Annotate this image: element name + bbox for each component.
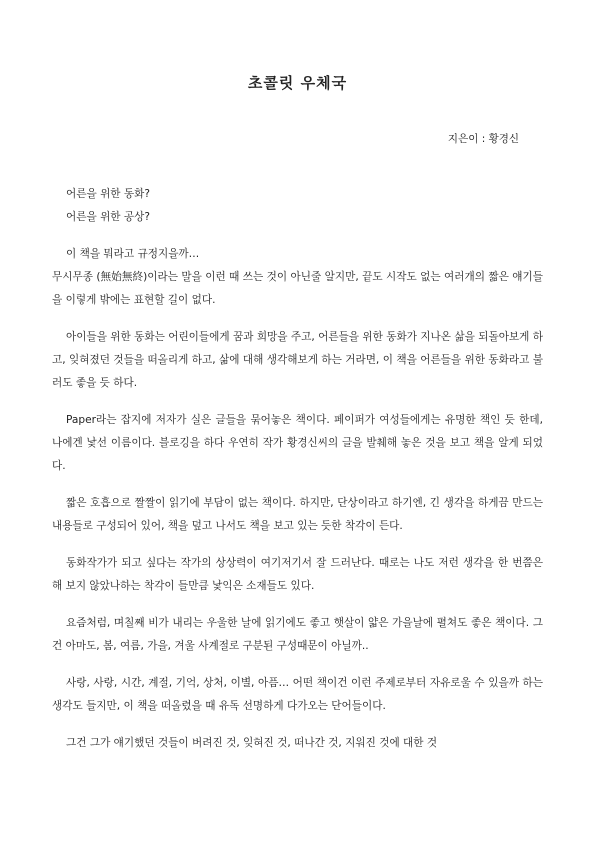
paragraph: 사랑, 사랑, 시간, 계절, 기억, 상처, 이별, 아픔… 어떤 책이건 이런 주제로부터 자유로울 수 있을까 하는 생각도 들지만, 이 책을 떠올렸을 때 유독 선명하게 다가오는 단어들이다.: [52, 677, 543, 712]
author-line: 지은이 : 황경신: [447, 133, 519, 145]
document-body: [52, 183, 543, 755]
intro-block: [52, 183, 543, 229]
document-title: 초콜릿 우체국: [247, 74, 348, 92]
paragraph: 짧은 호흡으로 짤짤이 읽기에 부담이 없는 책이다. 하지만, 단상이라고 하기엔, 긴 생각을 하게끔 만드는 내용들로 구성되어 있어, 책을 덮고 나서도 책을 보고 있는 듯한 착각이 든다.: [52, 497, 543, 532]
intro-line: 어른을 위한 공상?: [66, 211, 150, 223]
paragraph: 동화작가가 되고 싶다는 작가의 상상력이 여기저기서 잘 드러난다. 때로는 나도 저런 생각을 한 번쯤은 해 보지 않았나하는 착각이 들만큼 낯익은 소재들도 있다.: [52, 557, 543, 592]
intro-line: 어른을 위한 동화?: [66, 188, 150, 200]
paragraph: 그건 그가 얘기했던 것들이 버려진 것, 잊혀진 것, 떠나간 것, 지워진 것에 대한 것: [66, 737, 438, 749]
paragraph: 요즘처럼, 며칠째 비가 내리는 우울한 날에 읽기에도 좋고 햇살이 얇은 가을날에 펼쳐도 좋은 책이다. 그건 아마도, 봄, 여름, 가을, 겨울 사계절로 구분된 구성때문이 아닐까..: [52, 617, 543, 652]
paragraph: 이 책을 뭐라고 규정지을까…: [66, 248, 200, 260]
paragraph: 무시무종 (無始無終)이라는 말을 이런 때 쓰는 것이 아닌줄 알지만, 끝도 시작도 없는 여러개의 짧은 얘기들을 이렇게 밖에는 표현할 길이 없다.: [52, 271, 543, 306]
paragraph: 아이들을 위한 동화는 어린이들에게 꿈과 희망을 주고, 어른들을 위한 동화가 지나온 삶을 되돌아보게 하고, 잊혀졌던 것들을 떠올리게 하고, 삶에 대해 생각해보게 하는 거라면, 이 책을 어른들을 위한 동화라고 불러도 좋을 듯 하다.: [52, 331, 543, 389]
paragraph: Paper라는 잡지에 저자가 실은 글들을 묶어놓은 책이다. 페이퍼가 여성들에게는 유명한 책인 듯 한데, 나에겐 낯선 이름이다. 블로깅을 하다 우연히 작가 황경신씨의 글을 발췌해 놓은 것을 보고 책을 알게 되었다.: [52, 414, 543, 472]
